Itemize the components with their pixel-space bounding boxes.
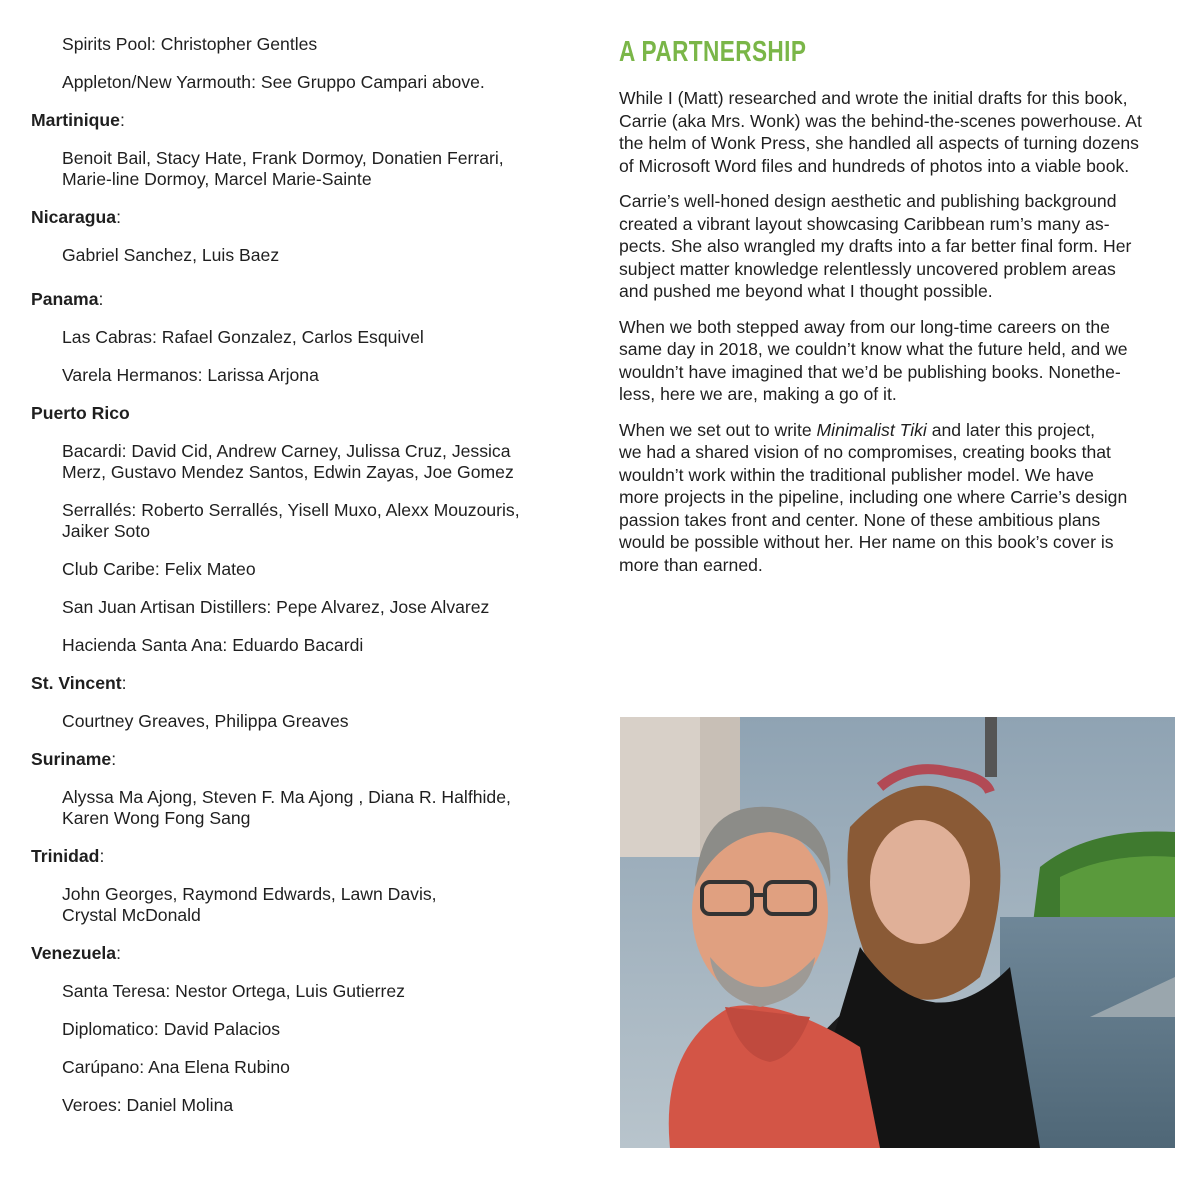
ack-entry: Club Caribe: Felix Mateo	[62, 559, 256, 579]
ack-entry: San Juan Artisan Distillers: Pepe Alvarez, Jose Alvarez	[62, 597, 490, 617]
section-heading: A PARTNERSHIP	[619, 36, 807, 68]
country-heading: Venezuela:	[31, 943, 121, 963]
partnership-section	[619, 34, 1159, 576]
photo-illustration	[620, 717, 1175, 1148]
ack-entry: Appleton/New Yarmouth: See Gruppo Campari above.	[62, 72, 485, 92]
ack-entry: Hacienda Santa Ana: Eduardo Bacardi	[62, 635, 364, 655]
ack-entry: Gabriel Sanchez, Luis Baez	[62, 245, 280, 265]
ack-entry: Courtney Greaves, Philippa Greaves	[62, 711, 349, 731]
ack-entry: Veroes: Daniel Molina	[62, 1095, 234, 1115]
country-heading: St. Vincent:	[31, 673, 127, 693]
country-heading: Suriname:	[31, 749, 117, 769]
ack-entry: Diplomatico: David Palacios	[62, 1019, 281, 1039]
ack-entry: Serrallés: Roberto Serrallés, Yisell Muxo, Alexx Mouzouris, Jaiker Soto	[62, 500, 520, 541]
ack-entry: Santa Teresa: Nestor Ortega, Luis Gutierrez	[62, 981, 405, 1001]
acknowledgments-list	[31, 34, 571, 1133]
ack-entry: John Georges, Raymond Edwards, Lawn Davis, Crystal McDonald	[62, 884, 437, 925]
couple-photo	[620, 717, 1175, 1148]
ack-entry: Carúpano: Ana Elena Rubino	[62, 1057, 290, 1077]
paragraph: While I (Matt) researched and wrote the initial drafts for this book, Carrie (aka Mrs. Wonk) was the behind-the-scenes powerhouse. At the helm of Wonk Press, she handled all aspects of turning dozens of Microsoft Word files and hundreds of photos into a viable book.	[619, 88, 1142, 176]
ack-entry: Bacardi: David Cid, Andrew Carney, Julissa Cruz, Jessica Merz, Gustavo Mendez Santos, Edwin Zayas, Joe Gomez	[62, 441, 514, 482]
ack-entry: Benoit Bail, Stacy Hate, Frank Dormoy, Donatien Ferrari, Marie-line Dormoy, Marcel Marie-Sainte	[62, 148, 504, 189]
book-title: Minimalist Tiki	[816, 419, 927, 440]
country-heading: Puerto Rico	[31, 403, 130, 423]
ack-entry: Alyssa Ma Ajong, Steven F. Ma Ajong , Diana R. Halfhide, Karen Wong Fong Sang	[62, 787, 511, 828]
ack-entry: Varela Hermanos: Larissa Arjona	[62, 365, 319, 385]
paragraph: When we set out to write Minimalist Tiki and later this project, we had a shared vision of no compromises, creating books that wouldn’t work within the traditional publisher model. We have more projects in the pipeline, including one where Carrie’s design passion takes front and center. None of these ambitious plans would be possible without her. Her name on this book’s cover is more than earned.	[619, 419, 1128, 575]
country-heading: Panama:	[31, 289, 104, 309]
country-heading: Trinidad:	[31, 846, 105, 866]
paragraph: When we both stepped away from our long-time careers on the same day in 2018, we couldn’t know what the future held, and we wouldn’t have imagined that we’d be publishing books. Nonethe- less, here we are, making a go of it.	[619, 316, 1128, 404]
ack-entry: Spirits Pool: Christopher Gentles	[62, 34, 318, 54]
country-heading: Martinique:	[31, 110, 125, 130]
country-heading: Nicaragua:	[31, 207, 121, 227]
paragraph: Carrie’s well-honed design aesthetic and publishing background created a vibrant layout showcasing Caribbean rum’s many as- pects. She also wrangled my drafts into a far better final form. Her subject matter knowledge relentlessly uncovered problem areas and pushed me beyond what I thought possible.	[619, 191, 1132, 301]
ack-entry: Las Cabras: Rafael Gonzalez, Carlos Esquivel	[62, 327, 424, 347]
